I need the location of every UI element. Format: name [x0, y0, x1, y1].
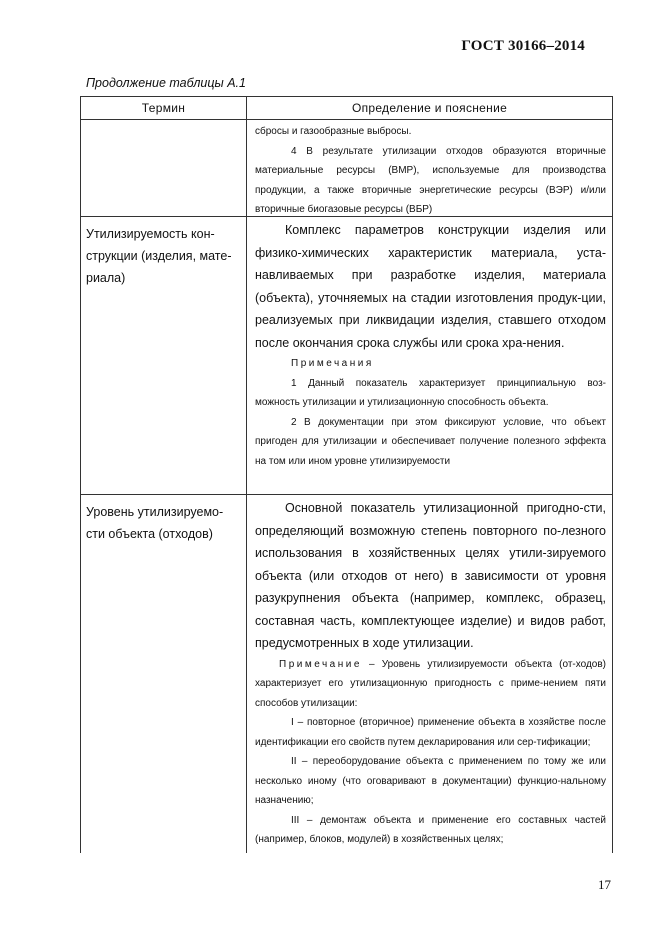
- term-cell: [81, 217, 247, 494]
- definition-cell: [247, 495, 612, 853]
- table-header-row: [81, 96, 612, 120]
- column-header-term: Термин: [81, 97, 247, 119]
- note-1: 1 Данный показатель характеризует принципиальную воз-можность утилизации и утилизационную способность объекта.: [255, 377, 606, 408]
- definition-continuation: сбросы и газообразные выбросы.: [255, 126, 412, 137]
- note-heading: Примечание: [279, 658, 362, 670]
- note-2: 2 В документации при этом фиксируют условие, что объект пригоден для утилизации и обеспечивает получение полезного эффекта на том или ином уровне утилизируемости: [255, 416, 606, 467]
- notes-heading: Примечания: [291, 358, 374, 369]
- standard-number: ГОСТ 30166–2014: [461, 38, 585, 54]
- page-number: 17: [598, 877, 611, 892]
- term-text: Утилизируемость кон-струкции (изделия, мате-риала): [86, 227, 232, 285]
- definition-cell: [247, 217, 612, 494]
- definition-cell: [247, 120, 612, 216]
- definition-text: Основной показатель утилизационной пригодно-сти, определяющий возможную степень повторного по-лезного использования в хозяйственных целях утили-зируемого объекта (или отходов от него) в зависимости от уровня разукрупнения объекта (например, комплекс, образец, составная часть, комплектующее изделие) и видов работ, предусмотренных в ходе утилизации.: [255, 501, 606, 650]
- method-item-2: II – переоборудование объекта с применением по тому же или несколько иному (что оговаривают в документации) функцио-нальному назначению;: [255, 756, 606, 806]
- term-text: Уровень утилизируемо-сти объекта (отходов): [86, 505, 224, 541]
- definitions-table: [80, 96, 613, 853]
- table-continuation-caption: Продолжение таблицы А.1: [86, 76, 246, 90]
- term-cell: [81, 120, 247, 216]
- definition-text: Комплекс параметров конструкции изделия или физико-химических характеристик материала, уста-навливаемых при разработке изделия, материала (объекта), уточняемых на стадии изготовления продук-ции, реализуемых при ликвидации изделия, ставшего отходом после окончания срока службы или срока хра-нения.: [255, 223, 606, 350]
- table-row: [81, 217, 612, 495]
- term-cell: [81, 495, 247, 853]
- column-header-definition: Определение и пояснение: [351, 101, 508, 115]
- table-row: [81, 495, 612, 853]
- note-paragraph: [255, 655, 606, 714]
- table-row: [81, 120, 612, 217]
- method-item-3: III – демонтаж объекта и применение его составных частей (например, блоков, модулей) в хозяйственных целях;: [255, 814, 606, 845]
- note-text: – Уровень утилизируемости объекта (от-ходов) характеризует его утилизационную пригодность с приме-нением пяти способов утилизации:: [255, 658, 606, 709]
- note-4: 4 В результате утилизации отходов образуются вторичные материальные ресурсы (ВМР), используемые для производства продукции, а также вторичные энергетические ресурсы (ВЭР) и/или вторичные биогазовые ресурсы (ВБР): [255, 145, 606, 215]
- method-item-1: I – повторное (вторичное) применение объекта в хозяйстве после идентификации его свойств путем декларирования или сер-тификации;: [255, 717, 606, 748]
